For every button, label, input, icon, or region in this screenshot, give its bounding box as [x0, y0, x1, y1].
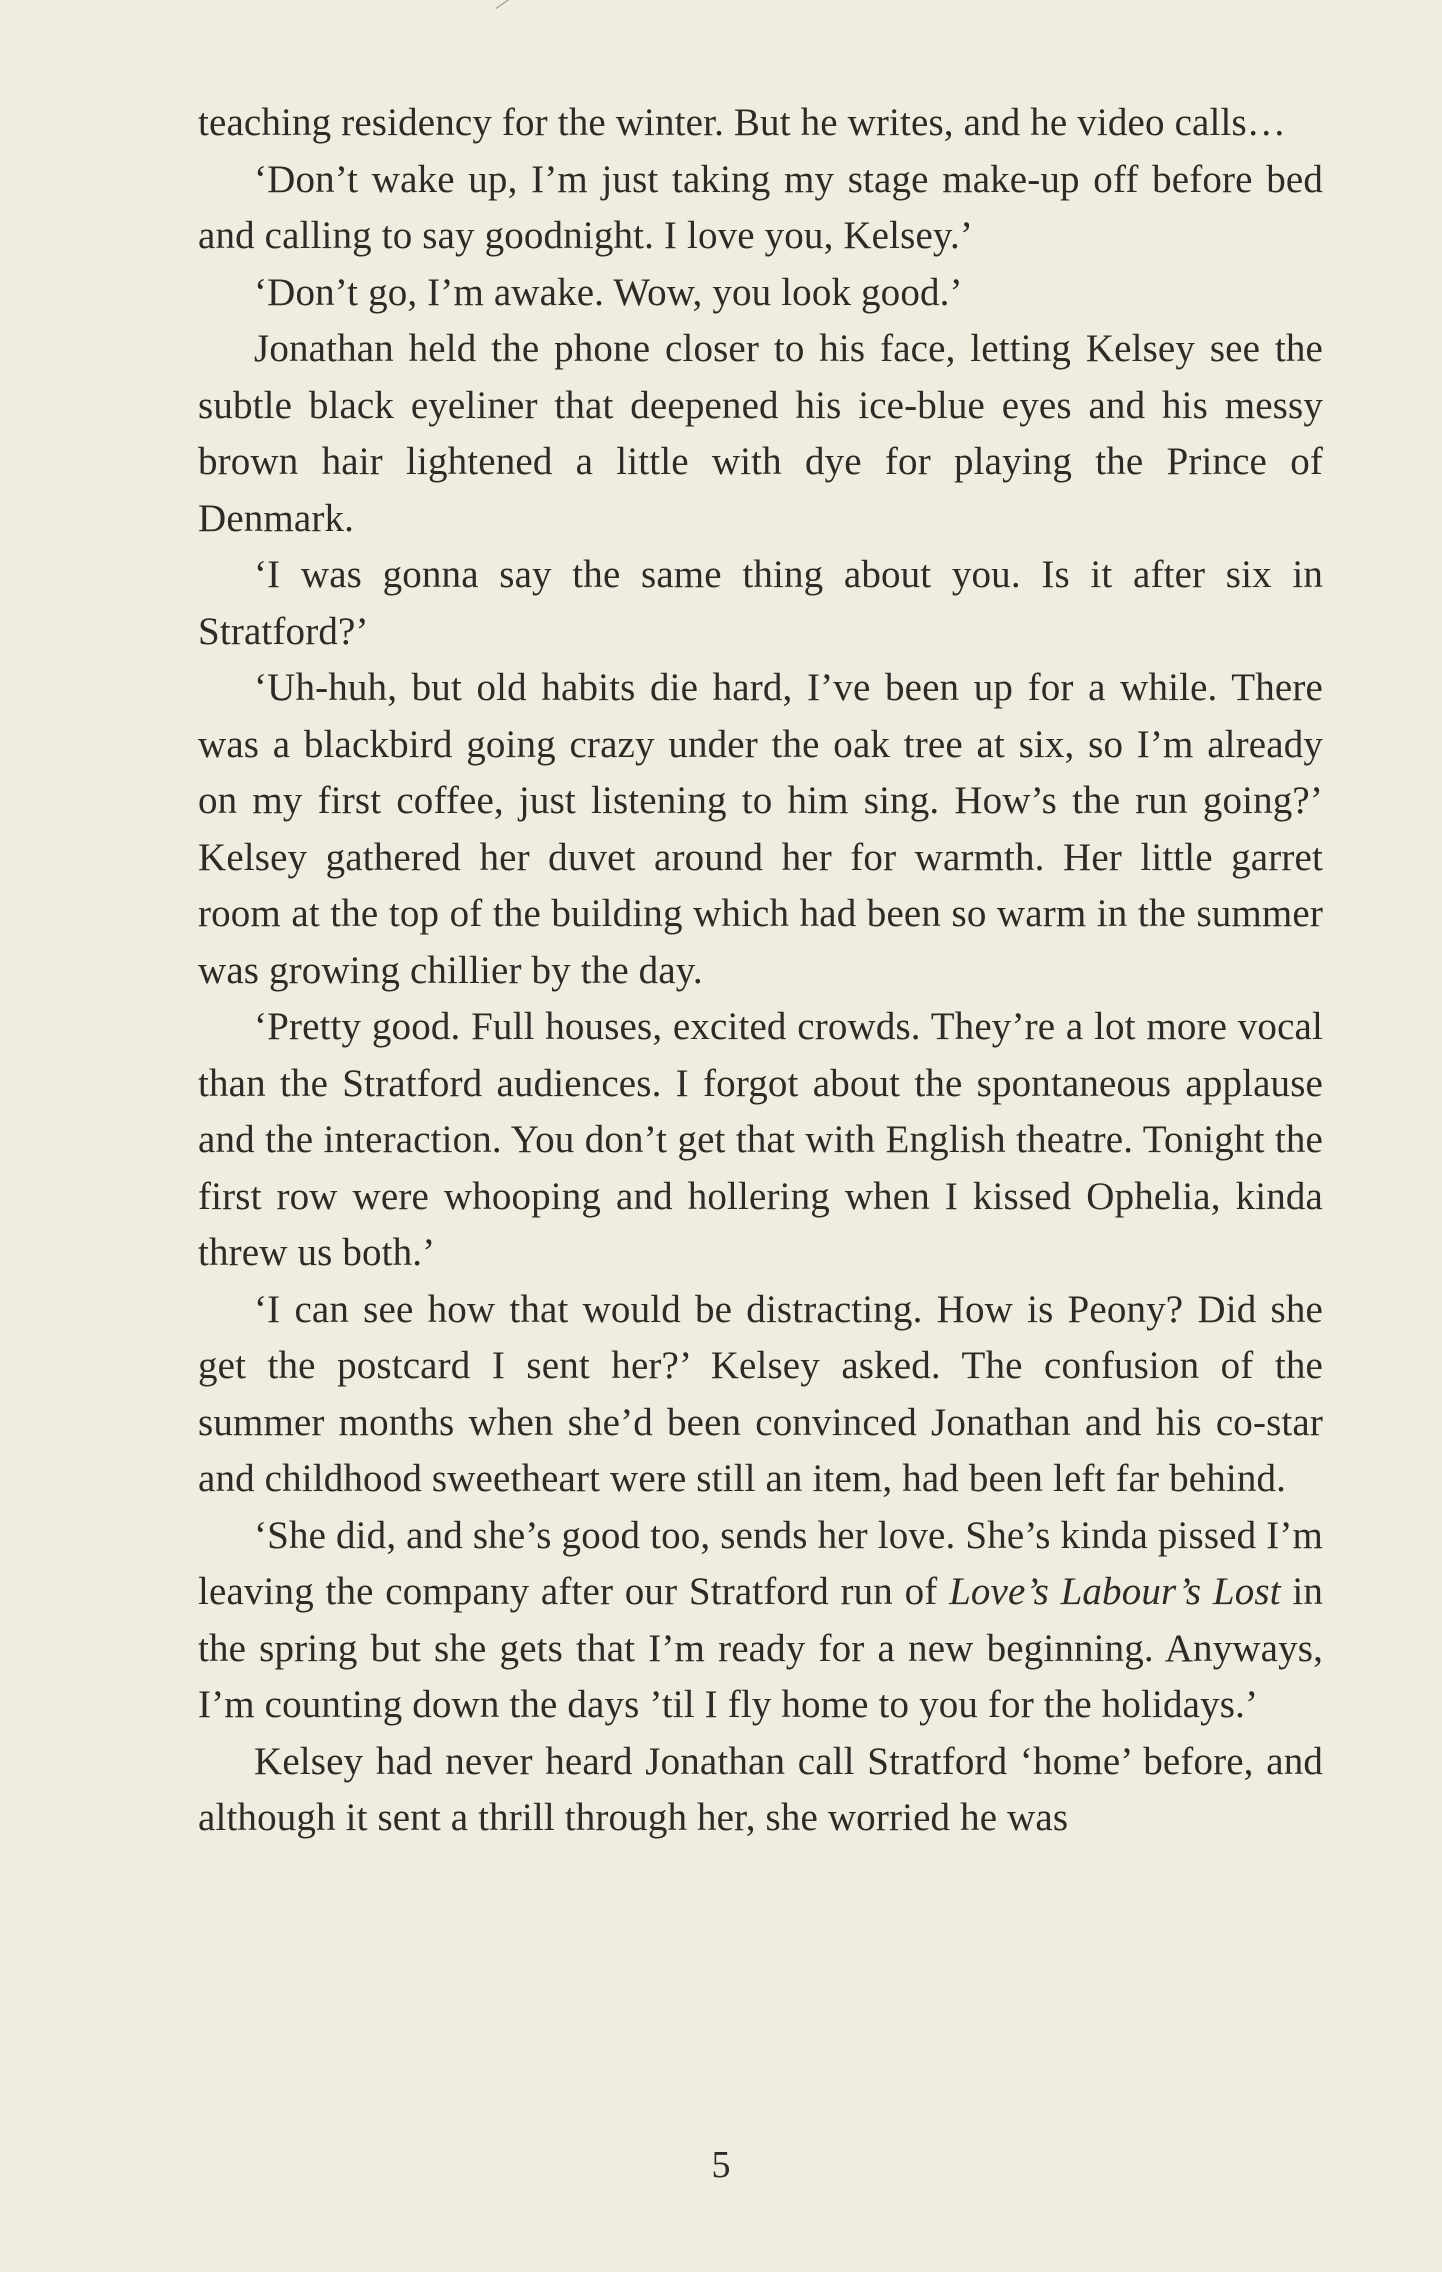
- body-text: [198, 95, 1323, 1847]
- page-number: 5: [711, 2144, 731, 2186]
- paragraph-9-text-after: in the spring but she gets that I’m ready for a new beginning. Anyways, I’m counting down the days ’til I fly home to you for the holidays.’: [198, 1570, 1323, 1726]
- paragraph-4: Jonathan held the phone closer to his face, letting Kelsey see the subtle black eyeliner that deepened his ice-blue eyes and his messy brown hair lightened a little with dye for playing the Prince of Denmark.: [198, 327, 1323, 540]
- paragraph-6: ‘Uh-huh, but old habits die hard, I’ve been up for a while. There was a blackbird going crazy under the oak tree at six, so I’m already on my first coffee, just listening to him sing. How’s the run going?’ Kelsey gathered her duvet around her for warmth. Her little garret room at the top of the building which had been so warm in the summer was growing chillier by the day.: [198, 666, 1323, 992]
- paragraph-8: ‘I can see how that would be distracting. How is Peony? Did she get the postcard I sent her?’ Kelsey asked. The confusion of the summer months when she’d been convinced Jonathan and his co-star and childhood sweetheart were still an item, had been left far behind.: [198, 1287, 1323, 1500]
- paragraph-1: teaching residency for the winter. But he writes, and he video calls…: [198, 101, 1286, 144]
- paragraph-5: ‘I was gonna say the same thing about you. Is it after six in Stratford?’: [198, 553, 1323, 653]
- pencil-mark: [496, 0, 515, 9]
- paragraph-9: [198, 1508, 1323, 1734]
- paragraph-9-text-before: ‘She did, and she’s good too, sends her love. She’s kinda pissed I’m leaving the company after our Stratford run of: [198, 1513, 1323, 1613]
- paragraph-10: Kelsey had never heard Jonathan call Stratford ‘home’ before, and although it sent a thrill through her, she worried he was: [198, 1739, 1323, 1839]
- paragraph-7: ‘Pretty good. Full houses, excited crowds. They’re a lot more vocal than the Stratford audiences. I forgot about the spontaneous applause and the interaction. You don’t get that with English theatre. Tonight the first row were whooping and hollering when I kissed Ophelia, kinda threw us both.’: [198, 1005, 1323, 1274]
- paragraph-2: ‘Don’t wake up, I’m just taking my stage make-up off before bed and calling to say goodnight. I love you, Kelsey.’: [198, 157, 1323, 257]
- play-title: Love’s Labour’s Lost: [949, 1570, 1281, 1613]
- paragraph-3: ‘Don’t go, I’m awake. Wow, you look good.’: [254, 270, 963, 314]
